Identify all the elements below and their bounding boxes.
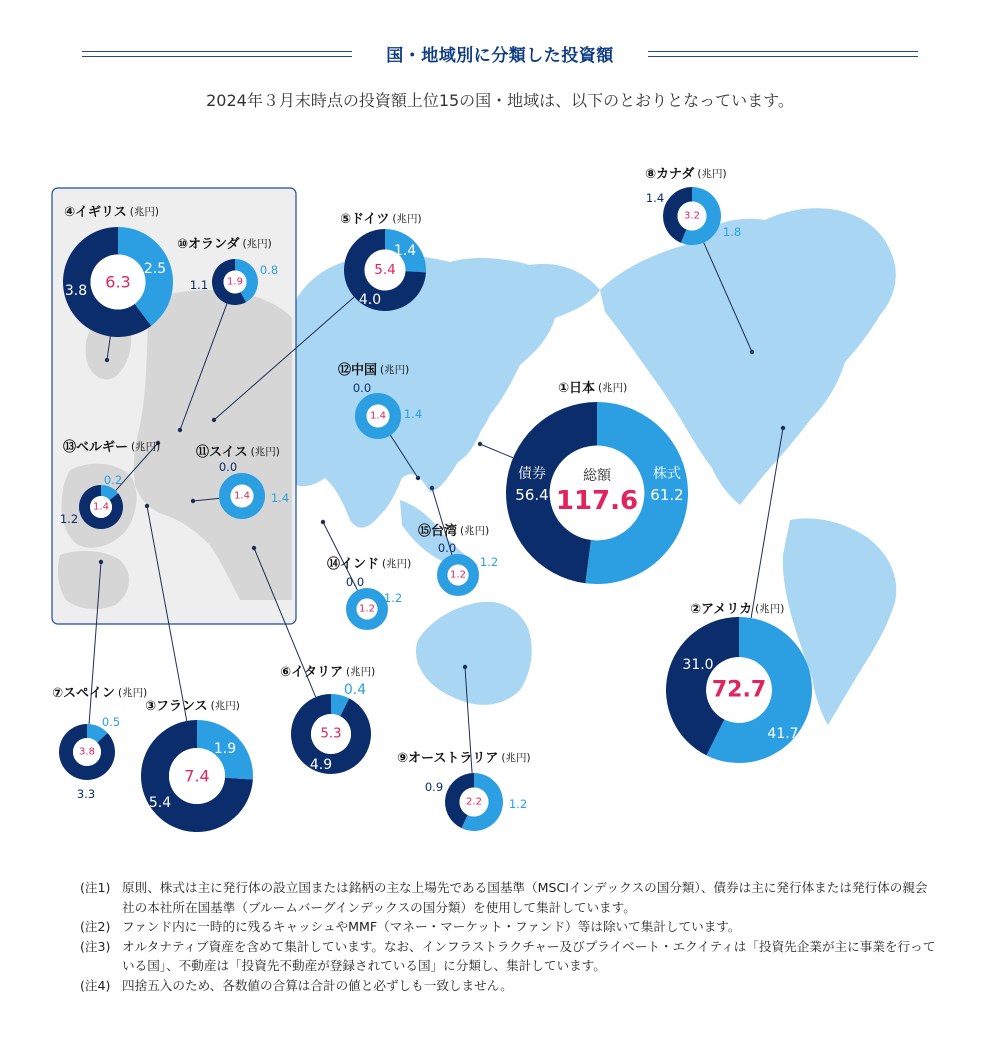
total-caption: 総額	[583, 468, 611, 484]
total-value: 1.9	[227, 276, 243, 288]
country-name: ⑬ベルギー	[63, 439, 129, 455]
bond-value: 0.0	[352, 381, 372, 395]
country-unit: (兆円)	[460, 525, 490, 537]
total-value: 2.2	[466, 796, 482, 808]
country-unit: (兆円)	[392, 213, 422, 225]
country-label	[338, 362, 409, 378]
country-name: ⑮台湾	[418, 523, 458, 539]
total-value: 117.6	[555, 486, 639, 516]
country-name: ⑨オーストラリア	[397, 750, 499, 766]
stock-value: 0.8	[259, 263, 279, 277]
stock-value: 61.2	[650, 486, 684, 504]
country-name: ⑦スペイン	[52, 685, 116, 701]
bond-value: 31.0	[682, 657, 714, 673]
leader-dot	[191, 499, 195, 503]
footnote	[80, 878, 940, 917]
country-label	[64, 205, 159, 220]
country-unit: (兆円)	[250, 446, 280, 458]
total-value: 1.4	[234, 490, 250, 502]
country-unit: (兆円)	[242, 238, 272, 250]
country-name: ⑥イタリア	[280, 664, 344, 680]
country-label	[196, 444, 280, 460]
country-label	[177, 236, 272, 252]
leader-dot	[750, 350, 754, 354]
stock-value: 41.7	[767, 726, 799, 742]
page-title: 国・地域別に分類した投資額	[386, 46, 614, 66]
total-value: 3.8	[79, 746, 95, 758]
total-value: 5.3	[320, 726, 342, 742]
country-label	[418, 523, 489, 539]
country-unit: (兆円)	[501, 752, 531, 764]
footnote-label: (注2)	[80, 919, 111, 934]
country-label	[280, 665, 375, 680]
footnotes	[80, 878, 940, 995]
stock-value: 1.8	[722, 225, 742, 239]
leader-dot	[145, 504, 149, 508]
total-value: 72.7	[711, 677, 767, 703]
country-name: ⑩オランダ	[177, 236, 240, 252]
footnote-text: 原則、株式は主に発行体の設立国または銘柄の主な上場先である国基準（MSCIインデックスの国分類）、債券は主に発行体または発行体の親会社の本社所在国基準（ブルームバーグインデックスの国分類）を使用して集計しています。	[122, 880, 928, 915]
bond-value: 0.0	[345, 575, 365, 589]
leader-dot	[781, 426, 785, 430]
stock-value: 1.2	[508, 797, 528, 811]
donut-1	[506, 380, 688, 585]
leader-dot	[178, 428, 182, 432]
footnote-label: (注1)	[80, 880, 111, 895]
stock-value: 0.4	[343, 682, 367, 698]
country-label	[52, 686, 147, 701]
footnote-text: オルタナティブ資産を含めて集計しています。なお、インフラストラクチャー及びプライベート・エクイティは「投資先企業が主に事業を行っている国」、不動産は「投資先不動産が登録されている国」に分類し、集計しています。	[122, 938, 936, 973]
total-value: 6.3	[105, 272, 131, 292]
bond-value: 1.2	[59, 512, 79, 526]
stock-value: 1.2	[479, 555, 499, 569]
country-label	[397, 751, 531, 766]
country-unit: (兆円)	[129, 206, 159, 218]
title-bar	[0, 38, 1000, 68]
country-name: ⑧カナダ	[645, 166, 695, 182]
country-label	[145, 699, 240, 714]
leader-dot	[252, 546, 256, 550]
footnote-text: ファンド内に一時的に残るキャッシュやMMF（マネー・マーケット・ファンド）等は除いて集計しています。	[122, 919, 741, 934]
footnote	[80, 976, 940, 996]
country-unit: (兆円)	[118, 687, 148, 699]
footnote-text: 四捨五入のため、各数値の合算は合計の値と必ずしも一致しません。	[122, 977, 513, 993]
bond-value: 4.9	[309, 757, 333, 773]
stock-value: 0.5	[101, 715, 121, 729]
footnote-label: (注4)	[80, 977, 111, 993]
country-name: ⑭インド	[327, 556, 380, 572]
country-name: ③フランス	[145, 698, 208, 714]
country-name: ⑪スイス	[196, 444, 248, 460]
donut-2	[666, 602, 812, 764]
leader-line	[480, 444, 513, 458]
footnote-label: (注3)	[80, 938, 111, 954]
country-name: ①日本	[558, 380, 596, 396]
stock-value: 2.5	[143, 261, 167, 277]
country-label	[327, 556, 411, 572]
country-label	[690, 602, 784, 617]
country-label	[340, 212, 422, 227]
country-unit: (兆円)	[346, 666, 376, 678]
donut-15	[418, 523, 498, 591]
leader-dot	[416, 476, 420, 480]
stock-value: 1.4	[403, 407, 423, 421]
bond-value: 56.4	[515, 486, 549, 504]
bond-value: 4.0	[358, 292, 382, 308]
bond-value: 0.0	[437, 541, 457, 555]
bond-value: 1.1	[189, 278, 209, 292]
country-unit: (兆円)	[697, 168, 727, 180]
leader-dot	[105, 358, 109, 362]
donut-6	[280, 665, 375, 775]
donut-14	[327, 556, 411, 625]
country-name: ②アメリカ	[690, 601, 753, 617]
title-rule-right	[648, 51, 918, 57]
donut-8	[645, 166, 741, 246]
stock-value: 1.4	[393, 243, 417, 259]
bond-value: 0.9	[424, 780, 444, 794]
total-value: 3.2	[684, 210, 700, 222]
total-value: 1.4	[370, 410, 386, 422]
stock-value: 0.2	[103, 473, 123, 487]
country-label	[558, 380, 627, 396]
leader-dot	[463, 665, 467, 669]
stock-value: 1.9	[213, 741, 237, 757]
country-unit: (兆円)	[210, 700, 240, 712]
leader-dot	[212, 418, 216, 422]
total-value: 1.2	[450, 569, 466, 581]
bond-value: 3.3	[76, 787, 96, 801]
leader-dot	[99, 560, 103, 564]
country-unit: (兆円)	[131, 441, 161, 453]
leader-dot	[430, 486, 434, 490]
total-value: 1.4	[93, 501, 109, 513]
country-unit: (兆円)	[755, 603, 785, 615]
bond-value: 5.4	[148, 795, 172, 811]
donut-9	[397, 751, 531, 832]
leader-dot	[321, 520, 325, 524]
footnote	[80, 917, 940, 937]
bond-caption: 債券	[518, 466, 546, 482]
total-value: 1.2	[359, 603, 375, 615]
footnote	[80, 937, 940, 976]
page-subtitle: 2024年３月末時点の投資額上位15の国・地域は、以下のとおりとなっています。	[206, 91, 794, 110]
australia-landmass	[416, 602, 532, 705]
total-value: 5.4	[374, 262, 396, 278]
country-name: ④イギリス	[64, 204, 127, 220]
country-unit: (兆円)	[382, 558, 412, 570]
country-unit: (兆円)	[598, 382, 628, 394]
country-name: ⑤ドイツ	[340, 211, 390, 227]
stock-value: 1.2	[383, 591, 403, 605]
donut-3	[141, 699, 253, 833]
bond-value: 3.8	[64, 283, 88, 299]
country-label	[63, 439, 160, 455]
donut-7	[52, 686, 147, 802]
stock-caption: 株式	[653, 466, 681, 482]
bond-value: 0.0	[218, 460, 238, 474]
country-label	[645, 166, 727, 182]
total-value: 7.4	[184, 766, 210, 786]
stock-value: 1.4	[270, 491, 290, 505]
leader-dot	[478, 442, 482, 446]
country-name: ⑫中国	[338, 362, 378, 378]
country-unit: (兆円)	[380, 364, 410, 376]
bond-value: 1.4	[645, 191, 665, 205]
